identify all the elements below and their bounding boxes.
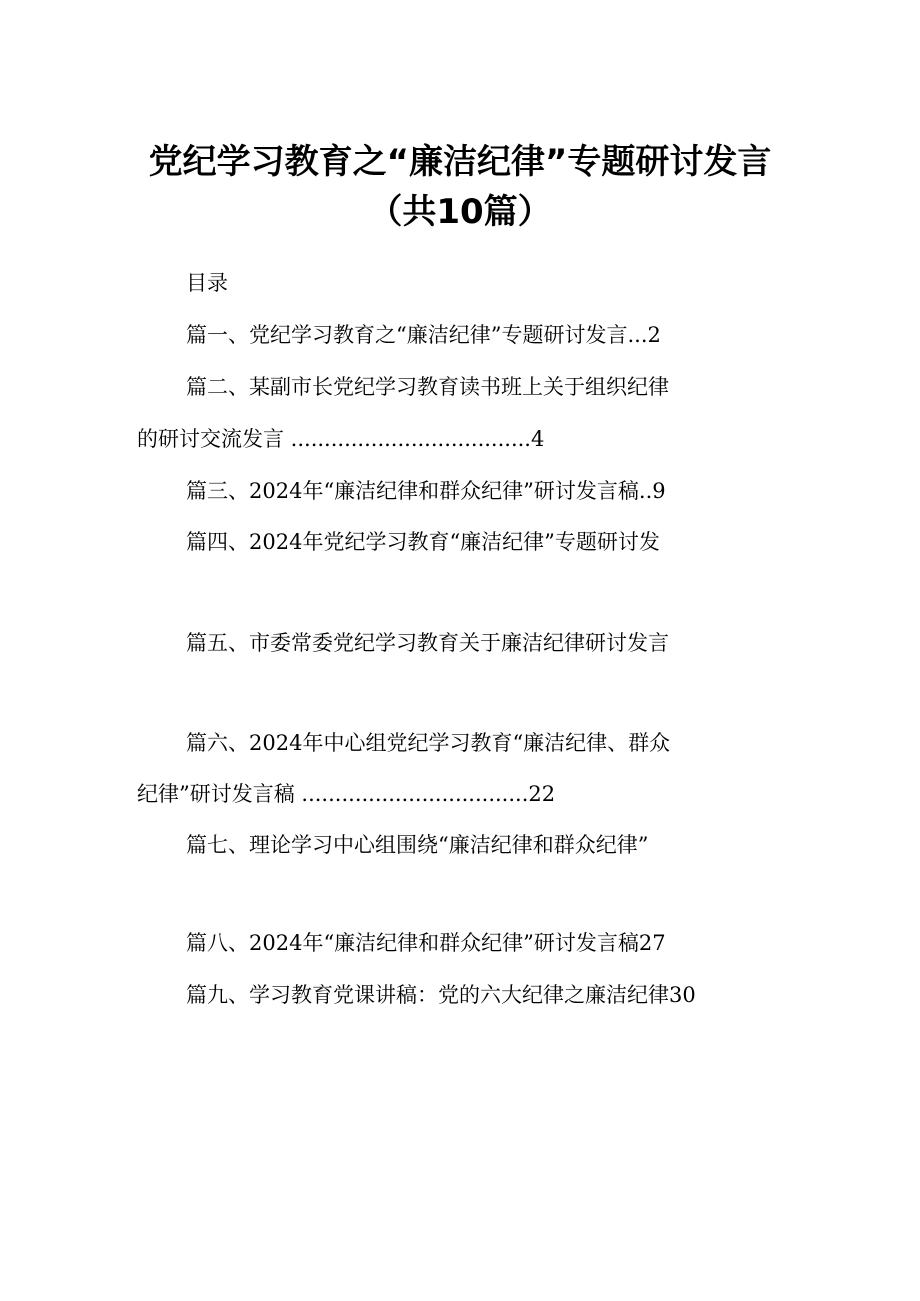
toc-entry-5: 篇五、市委常委党纪学习教育关于廉洁纪律研讨发言 <box>186 631 669 655</box>
toc-entry-6-continued: 纪律”研讨发言稿 ..................................22 <box>137 782 556 806</box>
toc-entry-1: 篇一、党纪学习教育之“廉洁纪律”专题研讨发言...2 <box>186 323 661 347</box>
toc-entry-7: 篇七、理论学习中心组围绕“廉洁纪律和群众纪律” <box>186 833 649 857</box>
toc-entry-3: 篇三、2024年“廉洁纪律和群众纪律”研讨发言稿..9 <box>186 479 666 503</box>
toc-entry-8: 篇八、2024年“廉洁纪律和群众纪律”研讨发言稿27 <box>186 931 666 955</box>
document-title: 党纪学习教育之“廉洁纪律”专题研讨发言 <box>148 142 772 182</box>
document-subtitle: （共10篇） <box>368 192 552 232</box>
toc-entry-4: 篇四、2024年党纪学习教育“廉洁纪律”专题研讨发 <box>186 530 660 554</box>
toc-entry-2-continued: 的研讨交流发言 ....................................4 <box>137 427 545 451</box>
toc-entry-6: 篇六、2024年中心组党纪学习教育“廉洁纪律、群众 <box>186 731 671 755</box>
toc-heading: 目录 <box>186 271 228 295</box>
toc-entry-9: 篇九、学习教育党课讲稿：党的六大纪律之廉洁纪律30 <box>186 983 696 1007</box>
toc-entry-2: 篇二、某副市长党纪学习教育读书班上关于组织纪律 <box>186 375 669 399</box>
